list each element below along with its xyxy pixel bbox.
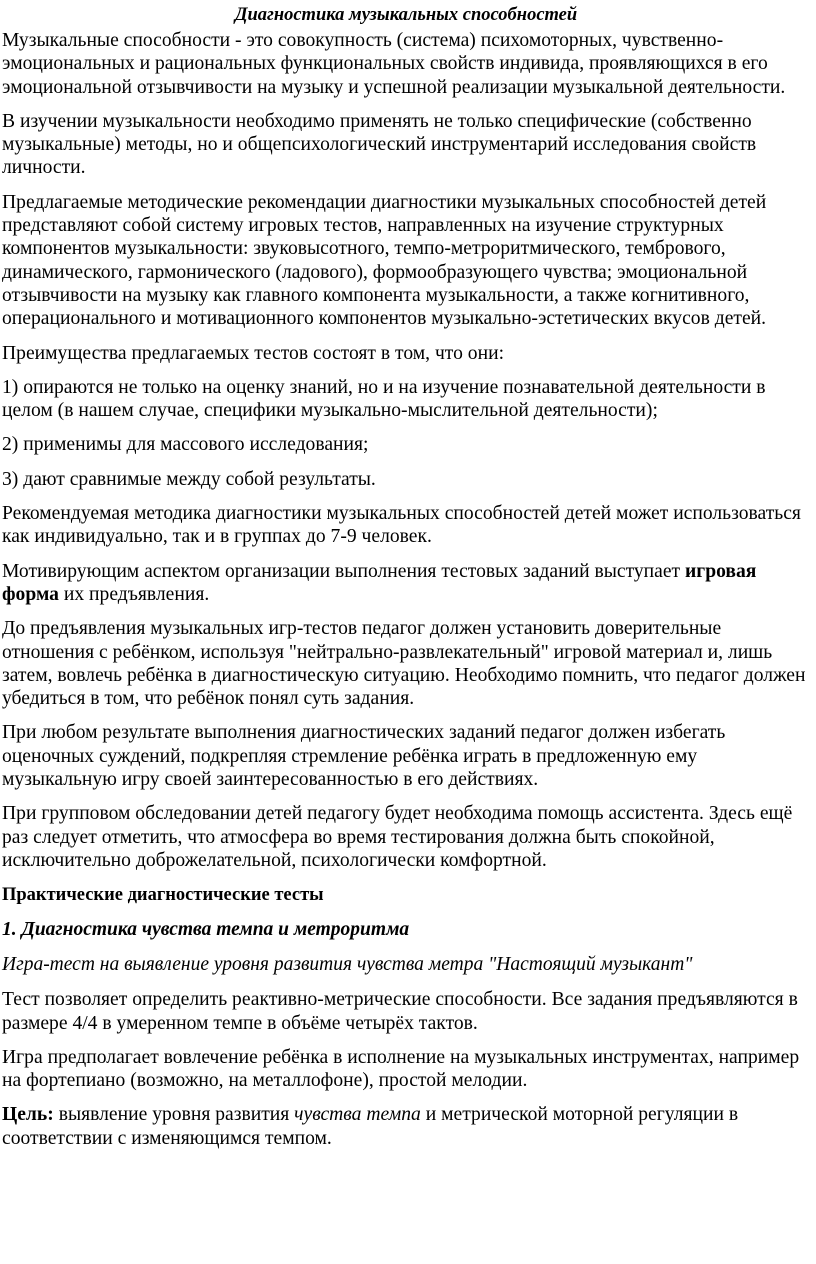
paragraph-evaluation: При любом результате выполнения диагностических заданий педагог должен избегать оценочных суждений, подкрепляя стремление ребёнка играть в предложенную ему музыкальную игру своей заинтересованностью в его действиях. [2,722,726,791]
paragraph-trust: До предъявления музыкальных игр-тестов педагог должен установить доверительные отношения с ребёнком, используя "нейтрально-развлекательный" игровой материал и, лишь затем, вовлечь ребёнка в диагностическую ситуацию. Необходимо помнить, что педагог должен убедиться в том, что ребёнок понял суть задания. [2,618,806,710]
motivation-bold-text: игровая форма [2,560,757,605]
list-item-1: 1) опираются не только на оценку знаний, но и на изучение познавательной деятельности в целом (в нашем случае, специфики музыкально-мыслительной деятельности); [2,376,766,422]
paragraph-methods: В изучении музыкальности необходимо применять не только специфические (собственно музыкальные) методы, но и общепсихологический инструментарий исследования свойств личности. [2,110,757,179]
document-title: Диагностика музыкальных способностей [234,5,578,25]
paragraph-recommendations: Предлагаемые методические рекомендации диагностики музыкальных способностей детей представляют собой систему игровых тестов, направленных на изучение структурных компонентов музыкальности: звуковысотного, темпо-метроритмического, тембрового, динамического, гармонического (ладового), формообразующего чувства; эмоциональной отзывчивости на музыку как главного компонента музыкальности, а также когнитивного, операционального и мотивационного компонентов музыкально-эстетических вкусов детей. [2,191,767,330]
goal-italic-text: чувства темпа [294,1104,421,1126]
list-item-2: 2) применимы для массового исследования; [2,434,369,456]
motivation-text-start: Мотивирующим аспектом организации выполнения тестовых заданий выступает [2,560,686,582]
paragraph-test-description: Тест позволяет определить реактивно-метрические способности. Все задания предъявляются в размере 4/4 в умеренном темпе в объёме четырёх тактов. [2,989,798,1034]
paragraph-advantages-intro: Преимущества предлагаемых тестов состоят в том, что они: [2,342,505,364]
motivation-text-end: их предъявления. [58,583,210,605]
goal-text-start: выявление уровня развития [53,1104,295,1126]
goal-text-end: и метрической моторной регуляции в соответствии с изменяющимся темпом. [2,1104,739,1149]
subsection-heading: 1. Диагностика чувства темпа и метроритма [2,919,410,941]
paragraph-motivation [2,560,810,607]
paragraph-goal [2,1103,810,1150]
paragraph-game-description: Игра предполагает вовлечение ребёнка в исполнение на музыкальных инструментах, например на фортепиано (возможно, на металлофоне), простой мелодии. [2,1046,800,1092]
section-heading: Практические диагностические тесты [2,885,324,906]
paragraph-group-size: Рекомендуемая методика диагностики музыкальных способностей детей может использоваться как индивидуально, так и в группах до 7-9 человек. [2,503,801,548]
paragraph-definition: Музыкальные способности - это совокупность (система) психомоторных, чувственно-эмоциональных и рациональных функциональных свойств индивида, проявляющихся в его эмоциональной отзывчивости на музыку и успешной реализации музыкальной деятельности. [2,30,786,98]
goal-label: Цель: [2,1104,54,1126]
game-title: Игра-тест на выявление уровня развития чувства метра "Настоящий музыкант" [2,954,693,976]
paragraph-group-testing: При групповом обследовании детей педагогу будет необходима помощь ассистента. Здесь ещё раз следует отметить, что атмосфера во время тестирования должна быть спокойной, исключительно доброжелательной, психологически комфортной. [2,803,793,871]
document-page [0,3,816,1264]
list-item-3: 3) дают сравнимые между собой результаты. [2,468,376,490]
